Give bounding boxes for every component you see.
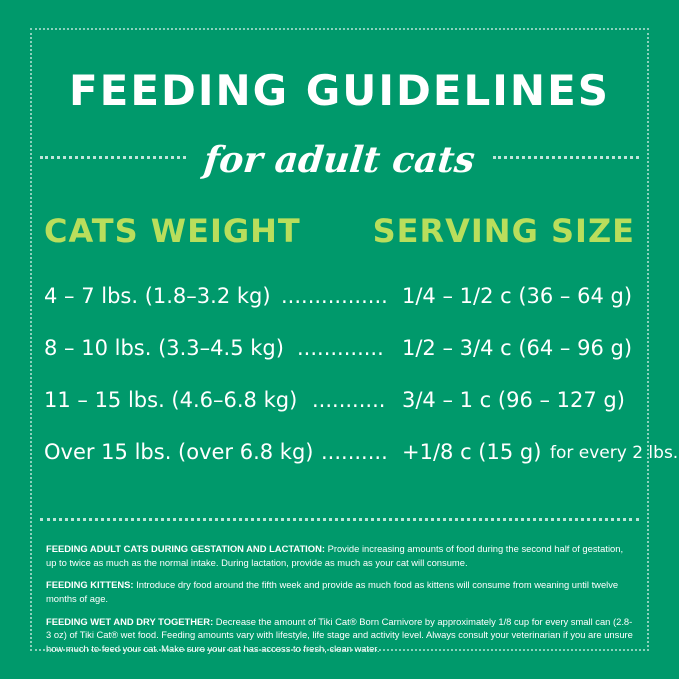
row-serving: 1/2 – 3/4 c (64 – 96 g) xyxy=(402,336,633,360)
page-title: FEEDING GUIDELINES xyxy=(68,66,611,115)
row-serving: 1/4 – 1/2 c (36 – 64 g) xyxy=(402,284,633,308)
row-serving: 3/4 – 1 c (96 – 127 g) xyxy=(402,388,625,412)
dotted-border-frame xyxy=(30,28,679,654)
table-column-headers xyxy=(44,212,635,250)
row-serving: +1/8 c (15 g) xyxy=(402,440,542,464)
row-weight: 8 – 10 lbs. (3.3–4.5 kg) xyxy=(44,336,284,360)
section-divider xyxy=(40,518,639,521)
row-leader-dots: .......... xyxy=(321,440,388,464)
footnotes xyxy=(46,542,633,664)
footnote-gestation-text: Provide increasing amounts of food during the second half of gestation, up to twice as much as the normal intake. During lactation, provide as much as your cat will consume. xyxy=(46,543,624,568)
row-leader-dots: ................ xyxy=(281,284,388,308)
row-weight: 11 – 15 lbs. (4.6–6.8 kg) xyxy=(44,388,298,412)
row-leader-dots: ............. xyxy=(297,336,384,360)
page-subtitle: for adult cats xyxy=(201,139,478,181)
row-leader-dots: ........... xyxy=(312,388,386,412)
row-serving-suffix: for every 2 lbs. xyxy=(550,443,679,463)
footnote-wet-dry xyxy=(46,615,633,656)
column-header-weight: CATS WEIGHT xyxy=(44,212,301,250)
row-weight: 4 – 7 lbs. (1.8–3.2 kg) xyxy=(44,284,271,308)
footnote-wet-dry-label: FEEDING WET AND DRY TOGETHER: xyxy=(46,615,214,627)
footnote-kittens-text: Introduce dry food around the fifth week and provide as much food as kittens will consume from weaning until twelve months of age. xyxy=(46,579,619,604)
footnote-gestation xyxy=(46,542,633,569)
subtitle-rule-left xyxy=(40,156,186,159)
subtitle-rule-right xyxy=(493,156,639,159)
footnote-wet-dry-text: Decrease the amount of Tiki Cat® Born Carnivore by approximately 1/8 cup for every small can (2.8-3 oz) of Tiki Cat® wet food. Feeding amounts vary with lifestyle, life stage and activity level. Always consult your veterinarian if you are unsure how much to feed your cat. Make sure your cat has access to fresh, clean water. xyxy=(46,615,633,654)
column-header-serving: SERVING SIZE xyxy=(372,212,635,250)
footnote-kittens-label: FEEDING KITTENS: xyxy=(46,579,134,591)
table-row xyxy=(44,284,635,336)
footnote-gestation-label: FEEDING ADULT CATS DURING GESTATION AND LACTATION: xyxy=(46,543,325,554)
row-weight: Over 15 lbs. (over 6.8 kg) xyxy=(44,440,314,464)
table-row xyxy=(44,388,635,440)
feeding-table xyxy=(44,284,679,492)
table-row xyxy=(44,336,635,388)
footnote-kittens xyxy=(46,578,633,605)
subtitle-row xyxy=(40,132,639,188)
table-row xyxy=(44,440,679,492)
